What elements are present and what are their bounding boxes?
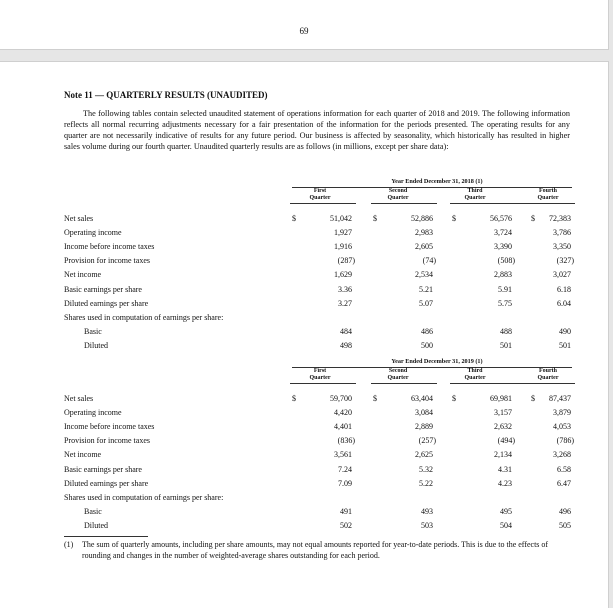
table-cell: 3.36 (338, 284, 352, 294)
column-heading-rule (290, 203, 356, 204)
row-label: Basic earnings per share (64, 464, 142, 474)
currency-symbol: $ (452, 394, 456, 403)
previous-page (0, 0, 609, 50)
table-cell: 3,268 (553, 450, 571, 460)
column-heading-line2: Quarter (537, 195, 559, 201)
table-cell: (74) (422, 256, 436, 266)
currency-symbol: $ (531, 214, 535, 223)
footnote-rule (64, 536, 148, 537)
column-heading-line2: Quarter (464, 195, 486, 201)
column-heading-line1: First (313, 368, 327, 374)
table-cell: 5.07 (419, 298, 433, 308)
table-cell: 502 (340, 520, 352, 530)
table-cell: 2,889 (415, 422, 433, 432)
column-heading-rule (450, 203, 516, 204)
table-cell: 5.75 (498, 298, 512, 308)
table-cell: 491 (340, 506, 352, 516)
column-heading-line2: Quarter (387, 375, 409, 381)
intro-paragraph: The following tables contain selected unaudited statement of operations information for each quarter of 2018 and 2019. The following information reflects all normal recurring adjustments necessary for a fair presentation of the information for the periods presented. The operating results for any quarter are not necessarily indicative of results for any future period. Our business is affected by seasonality, which historically has resulted in higher sales volume during our fourth quarter. Unaudited quarterly results are as follows (in millions, except per share data): (64, 109, 570, 151)
table-cell: 51,042 (330, 214, 352, 223)
table-cell: (836) (337, 436, 355, 446)
table-cell: 3,027 (553, 270, 571, 280)
table-cell: 1,629 (334, 270, 352, 280)
column-heading-line1: Third (467, 188, 483, 194)
table-cell: 2,534 (415, 270, 433, 280)
column-heading-line1: Fourth (539, 368, 557, 374)
row-label: Net income (64, 270, 102, 280)
row-label: Diluted earnings per share (64, 478, 149, 488)
table-cell: 500 (421, 340, 433, 350)
table-cell: (287) (337, 256, 355, 266)
table-cell: 503 (421, 520, 433, 530)
table-cell: 493 (421, 506, 433, 516)
table-cell: 498 (340, 340, 352, 350)
table-heading: Year Ended December 31, 2018 (1) (391, 178, 483, 185)
table-cell: 52,886 (411, 214, 433, 223)
column-heading-line1: Third (467, 368, 483, 374)
table-cell: 7.24 (338, 464, 352, 474)
column-heading-line2: Quarter (309, 195, 331, 201)
table-cell: 56,576 (490, 214, 512, 223)
column-heading (290, 188, 350, 202)
column-heading-rule (371, 203, 437, 204)
table-cell: 6.47 (557, 478, 571, 488)
column-heading-rule (371, 383, 437, 384)
table-cell: 4,420 (334, 408, 352, 418)
table-cell: 2,605 (415, 242, 433, 252)
currency-symbol: $ (373, 394, 377, 403)
table-cell: 5.21 (419, 284, 433, 294)
table-cell: 5.22 (419, 478, 433, 488)
table-heading: Year Ended December 31, 2019 (1) (391, 358, 483, 365)
row-label: Net income (64, 450, 102, 460)
table-cell: 6.18 (557, 284, 571, 294)
currency-symbol: $ (292, 394, 296, 403)
table-cell: 3,390 (494, 242, 512, 252)
table-cell: 490 (559, 326, 571, 336)
currency-symbol: $ (373, 214, 377, 223)
row-label: Basic (84, 506, 102, 516)
row-label: Diluted (84, 520, 108, 530)
table-cell: 2,134 (494, 450, 512, 460)
table-cell: 1,916 (334, 242, 352, 252)
row-label: Provision for income taxes (64, 436, 150, 446)
table-cell: 6.58 (557, 464, 571, 474)
table-cell: 3,084 (415, 408, 433, 418)
table-cell: 5.91 (498, 284, 512, 294)
column-heading-line2: Quarter (309, 375, 331, 381)
column-heading-rule (290, 383, 356, 384)
table-cell: 72,383 (549, 214, 571, 223)
currency-symbol: $ (452, 214, 456, 223)
table-cell: 505 (559, 520, 571, 530)
table-cell: 501 (500, 340, 512, 350)
table-cell: 7.09 (338, 478, 352, 488)
table-cell: 4.23 (498, 478, 512, 488)
column-heading (518, 368, 578, 382)
table-cell: (327) (556, 256, 574, 266)
table-cell: 504 (500, 520, 512, 530)
row-label: Income before income taxes (64, 242, 155, 252)
column-heading (445, 368, 505, 382)
table-cell: 69,981 (490, 394, 512, 403)
table-cell: 488 (500, 326, 512, 336)
table-cell: 3,786 (553, 228, 571, 238)
table-cell: 2,632 (494, 422, 512, 432)
table-cell: 59,700 (330, 394, 352, 403)
table-cell: (786) (556, 436, 574, 446)
table-cell: 3,561 (334, 450, 352, 460)
currency-symbol: $ (292, 214, 296, 223)
table-cell: 4,401 (334, 422, 352, 432)
row-label: Income before income taxes (64, 422, 155, 432)
row-label: Basic earnings per share (64, 284, 142, 294)
table-cell: 6.04 (557, 298, 571, 308)
table-cell: 3,879 (553, 408, 571, 418)
row-label: Net sales (64, 394, 94, 403)
column-heading-line2: Quarter (387, 195, 409, 201)
table-cell: 496 (559, 506, 571, 516)
column-heading-rule (450, 383, 516, 384)
table-cell: 3,157 (494, 408, 512, 418)
column-heading-line2: Quarter (537, 375, 559, 381)
table-cell: 3,724 (494, 228, 512, 238)
column-heading-line1: Second (388, 188, 408, 194)
row-label: Operating income (64, 408, 122, 418)
column-heading (368, 368, 428, 382)
row-label: Diluted (84, 340, 108, 350)
table-cell: 501 (559, 340, 571, 350)
footnote-mark: (1) (64, 540, 74, 549)
column-heading-rule (509, 383, 575, 384)
row-label: Diluted earnings per share (64, 298, 149, 308)
table-cell: 2,625 (415, 450, 433, 460)
row-label: Shares used in computation of earnings per share: (64, 312, 224, 322)
note-title: Note 11 — QUARTERLY RESULTS (UNAUDITED) (64, 90, 268, 100)
table-cell: 2,983 (415, 228, 433, 238)
table-cell: 63,404 (411, 394, 433, 403)
table-cell: 495 (500, 506, 512, 516)
table-cell: 5.32 (419, 464, 433, 474)
table-cell: 486 (421, 326, 433, 336)
row-label: Operating income (64, 228, 122, 238)
table-cell: (508) (497, 256, 515, 266)
row-label: Net sales (64, 214, 94, 223)
table-cell: 87,437 (549, 394, 571, 403)
column-heading-line1: Second (388, 368, 408, 374)
table-cell: 484 (340, 326, 352, 336)
column-heading-line2: Quarter (464, 375, 486, 381)
row-label: Provision for income taxes (64, 256, 150, 266)
table-cell: (494) (497, 436, 515, 446)
column-heading (445, 188, 505, 202)
table-cell: (257) (418, 436, 436, 446)
column-heading (290, 368, 350, 382)
table-cell: 4,053 (553, 422, 571, 432)
column-heading-rule (509, 203, 575, 204)
document-page (0, 61, 609, 608)
column-heading (368, 188, 428, 202)
column-heading-line1: First (313, 188, 327, 194)
footnote-text: The sum of quarterly amounts, including per share amounts, may not equal amounts reported for year-to-date periods. This is due to the effects of rounding and changes in the number of weighted-average shares outstanding for each period. (82, 540, 549, 560)
currency-symbol: $ (531, 394, 535, 403)
table-cell: 1,927 (334, 228, 352, 238)
row-label: Shares used in computation of earnings per share: (64, 492, 224, 502)
page-number: 69 (299, 26, 309, 36)
table-cell: 3,350 (553, 242, 571, 252)
table-cell: 3.27 (338, 298, 352, 308)
row-label: Basic (84, 326, 102, 336)
column-heading-line1: Fourth (539, 188, 557, 194)
table-cell: 2,883 (494, 270, 512, 280)
table-cell: 4.31 (498, 464, 512, 474)
column-heading (518, 188, 578, 202)
